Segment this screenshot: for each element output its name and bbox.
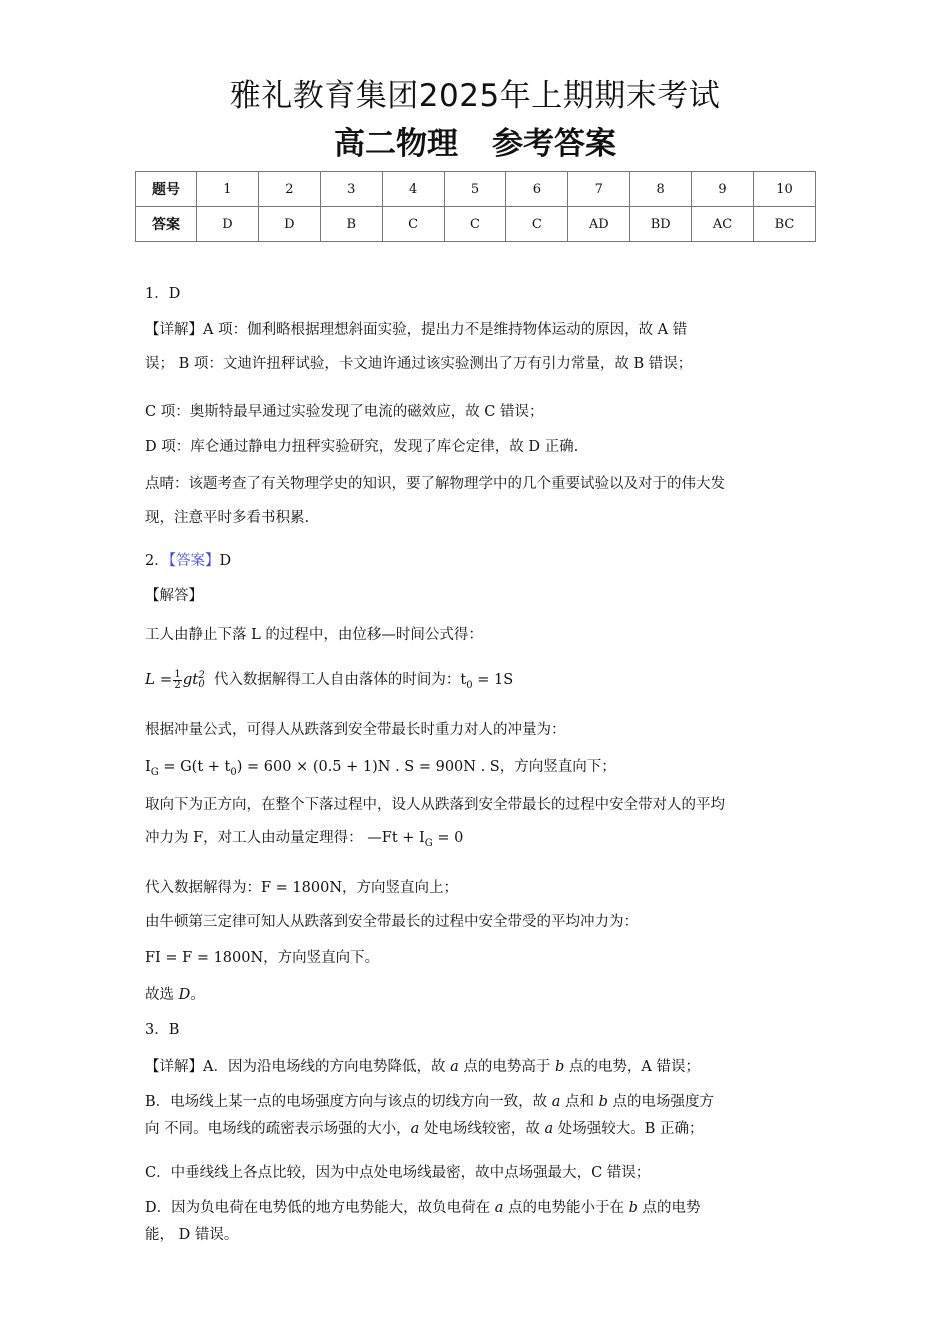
answer-cell: C [506,207,568,242]
point-a: a [494,1200,504,1216]
q2-answer-tag: 【答案】 [168,553,220,569]
point-a: a [450,1059,459,1075]
impulse-symbol: I [145,759,151,775]
q3-text-line [145,1119,704,1139]
impulse-expr: = G(t + t [158,759,231,775]
q2-formula-tail: = 1S [472,672,514,688]
answer-cell: BC [754,207,816,242]
question-number-cell: 2 [258,172,320,207]
text-segment: 处电场线较密，故 [419,1121,545,1137]
question-number-header: 题号 [136,172,197,207]
formula-superscript: 2 [198,670,205,681]
choice-suffix: 。 [190,987,205,1003]
question-number-cell: 1 [197,172,259,207]
answer-cell: C [444,207,506,242]
choice-prefix: 故选 [145,987,179,1003]
question-number-cell: 5 [444,172,506,207]
answer-cell: C [382,207,444,242]
subscript: 0 [230,767,237,778]
point-a: a [551,1094,561,1110]
question-number-cell: 7 [568,172,630,207]
text-segment: 点的电势，A 错误； [564,1059,700,1075]
q2-text-line: 由牛顿第三定律可知人从跌落到安全带最长的过程中安全带受的平均冲力为： [145,914,638,930]
text-segment: 【详解】A．因为沿电场线的方向电势降低，故 [145,1059,451,1075]
q2-momentum-line [145,828,463,854]
formula-gt: gt [182,670,199,688]
text-segment: 点的电势 [637,1200,701,1216]
question-number-cell: 8 [630,172,692,207]
q2-number: 2． [145,553,169,569]
question-number-cell: 6 [506,172,568,207]
text-segment: 处场强较大。B 正确； [553,1121,704,1137]
formula-lhs: L = [145,670,173,688]
exam-subtitle [0,118,950,163]
point-b: b [598,1094,608,1110]
answer-label: 参考答案 [492,126,616,162]
q1-heading: 1．D [145,286,181,302]
q3-text-line: C．中垂线线上各点比较，因为中点处电场线最密，故中点场强最大，C 错误； [145,1165,651,1181]
question-number-cell: 9 [692,172,754,207]
exam-title: 雅礼教育集团2025年上期期末考试 [229,78,721,114]
q2-heading [145,551,231,571]
subscript: 0 [466,680,473,691]
fraction-numerator: 1 [174,668,181,680]
point-a: a [544,1121,554,1137]
q3-heading: 3．B [145,1022,180,1038]
q2-answer-value: D [219,553,232,569]
q2-text-line: 取向下为正方向，在整个下落过程中，设人从跌落到安全带最长的过程中安全带对人的平均 [145,797,725,813]
subscript: G [424,838,433,849]
q1-text-line: 【详解】A 项：伽利略根据理想斜面实验，提出力不是维持物体运动的原因，故 A 错 [145,322,688,338]
text-segment: 点的电势高于 [458,1059,555,1075]
q3-text-line [145,1092,714,1112]
q2-text-line: FI = F = 1800N，方向竖直向下。 [145,950,380,966]
q2-choice-line [145,985,205,1005]
subject-label: 高二物理 [334,126,458,162]
q2-text-line: 【解答】 [145,588,203,604]
momentum-tail: = 0 [432,830,464,846]
q2-text-line: 根据冲量公式，可得人从跌落到安全带最长时重力对人的冲量为： [145,722,566,738]
q2-formula-text: 代入数据解得工人自由落体的时间为：t [213,672,467,688]
answer-cell: D [258,207,320,242]
text-segment: 点的电场强度方 [607,1094,715,1110]
fraction-denominator: 2 [174,679,181,691]
q2-text-line: 工人由静止下落 L 的过程中，由位移—时间公式得： [145,627,483,643]
q2-text-line: 代入数据解得为：F = 1800N，方向竖直向上； [145,880,459,896]
point-b: b [628,1200,638,1216]
text-segment: 向 不同。电场线的疏密表示场强的大小， [145,1121,411,1137]
answer-cell: B [320,207,382,242]
q1-text-line: C 项：奥斯特最早通过实验发现了电流的磁效应，故 C 错误； [145,404,544,420]
formula-fraction [173,670,181,691]
q1-text-line: D 项：库仑通过静电力扭秤实验研究，发现了库仑定律，故 D 正确. [145,439,579,455]
q1-text-line: 误； B 项：文迪许扭秤试验，卡文迪许通过该实验测出了万有引力常量，故 B 错误； [145,356,693,372]
question-number-row [136,172,816,207]
momentum-text: 冲力为 F，对工人由动量定理得： —Ft + I [145,830,425,846]
text-segment: 点和 [560,1094,599,1110]
q1-text-line: 现，注意平时多看书积累. [145,510,310,526]
point-b: b [554,1059,565,1075]
answer-cell: AC [692,207,754,242]
answer-row [136,207,816,242]
answer-header: 答案 [136,207,197,242]
question-number-cell: 4 [382,172,444,207]
formula-subscript: 0 [198,679,205,690]
q3-text-line [145,1057,700,1077]
text-segment: B．电场线上某一点的电场强度方向与该点的切线方向一致，故 [145,1094,552,1110]
q3-text-line [145,1198,701,1218]
answer-cell: D [197,207,259,242]
subscript: G [150,767,159,778]
answer-cell: AD [568,207,630,242]
text-segment: 点的电势能小于在 [503,1200,629,1216]
q1-text-line: 点晴：该题考查了有关物理学史的知识，要了解物理学中的几个重要试验以及对于的伟大发 [145,476,725,492]
text-segment: D．因为负电荷在电势低的地方电势能大，故负电荷在 [145,1200,495,1216]
answer-cell: BD [630,207,692,242]
question-number-cell: 10 [754,172,816,207]
answer-table [135,171,816,242]
impulse-result: ) = 600 × (0.5 + 1)N . S = 900N . S，方向竖直向下； [236,759,616,775]
q3-text-line: 能， D 错误。 [145,1227,239,1243]
q2-impulse-line [145,757,616,783]
q2-formula-line [145,664,513,701]
question-number-cell: 3 [320,172,382,207]
point-a: a [410,1121,420,1137]
formula-sub-sup [198,671,204,689]
choice-letter: D [178,987,191,1003]
